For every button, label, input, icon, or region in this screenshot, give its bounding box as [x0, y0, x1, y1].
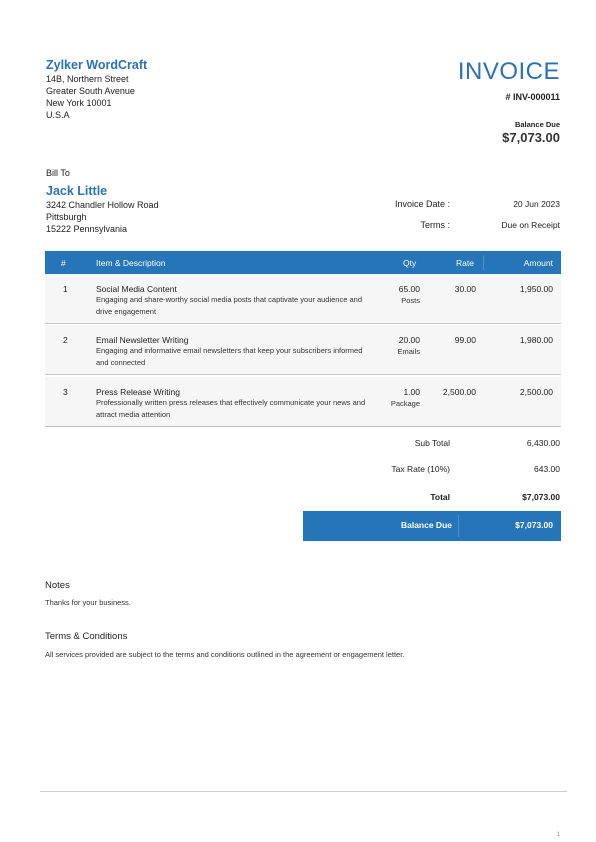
item-unit: Package [390, 399, 420, 408]
subtotal-label: Sub Total [414, 438, 450, 448]
row-number: 3 [63, 387, 68, 397]
item-description: Engaging and share-worthy social media posts that captivate your audience and drive engagement [96, 295, 362, 316]
balance-due-label: Balance Due [514, 120, 560, 129]
tax-value: 643.00 [534, 464, 560, 474]
table-row [45, 274, 561, 324]
column-header-item: Item & Description [96, 258, 166, 268]
column-header-amount: Amount [523, 258, 553, 268]
total-label: Total [430, 492, 450, 502]
item-qty: 65.00 [398, 284, 420, 294]
company-name: Zylker WordCraft [46, 58, 148, 72]
invoice-date-value: 20 Jun 2023 [513, 199, 560, 209]
subtotal-value: 6,430.00 [526, 438, 560, 448]
item-description: Engaging and informative email newsletters that keep your subscribers informed and connected [96, 346, 363, 367]
notes-title: Notes [45, 580, 70, 591]
balance-divider [458, 515, 459, 537]
tax-label: Tax Rate (10%) [391, 464, 450, 474]
company-address-line: 14B, Northern Street [46, 74, 129, 84]
column-divider [483, 255, 484, 270]
company-address-line: U.S.A [46, 110, 70, 120]
balance-due-bar-label: Balance Due [400, 520, 452, 530]
bill-to-label: Bill To [46, 168, 70, 178]
item-name: Press Release Writing [96, 387, 180, 397]
column-header-qty: Qty [403, 258, 417, 268]
balance-due-bar-value: $7,073.00 [515, 520, 553, 530]
items-table-header [45, 251, 561, 274]
item-rate: 2,500.00 [442, 387, 476, 397]
balance-due-amount: $7,073.00 [502, 130, 560, 145]
client-name: Jack Little [46, 184, 108, 198]
page-number: 1 [556, 832, 560, 838]
table-row [45, 325, 561, 375]
client-address-line: 3242 Chandler Hollow Road [46, 200, 159, 210]
invoice-number: # INV-000011 [505, 92, 560, 102]
row-number: 2 [63, 335, 68, 345]
item-name: Email Newsletter Writing [96, 335, 189, 345]
terms-text: All services provided are subject to the terms and conditions outlined in the agreement or engagement letter. [45, 650, 405, 659]
item-amount: 1,950.00 [519, 284, 553, 294]
terms-label: Terms : [420, 220, 450, 230]
client-address-line: Pittsburgh [46, 212, 87, 222]
item-amount: 1,980.00 [519, 335, 553, 345]
client-address-line: 15222 Pennsylvania [46, 224, 128, 234]
item-rate: 30.00 [454, 284, 476, 294]
column-header-rate: Rate [456, 258, 474, 268]
invoice-date-label: Invoice Date : [394, 199, 450, 209]
footer-divider [40, 791, 567, 792]
item-rate: 99.00 [454, 335, 476, 345]
item-name: Social Media Content [96, 284, 177, 294]
terms-value: Due on Receipt [501, 220, 560, 230]
table-row [45, 377, 561, 427]
item-qty: 20.00 [398, 335, 420, 345]
company-address-line: Greater South Avenue [46, 86, 135, 96]
notes-text: Thanks for your business. [45, 598, 131, 607]
terms-title: Terms & Conditions [45, 631, 128, 642]
item-unit: Posts [401, 296, 420, 305]
row-number: 1 [63, 284, 68, 294]
total-value: $7,073.00 [522, 492, 560, 502]
invoice-title: INVOICE [457, 58, 560, 85]
balance-due-bar [303, 511, 561, 541]
item-qty: 1.00 [403, 387, 420, 397]
item-unit: Emails [397, 347, 420, 356]
item-description: Professionally written press releases that effectively communicate your news and attract media attention [96, 398, 366, 419]
column-header-number: # [61, 258, 66, 268]
company-address-line: New York 10001 [46, 98, 112, 108]
item-amount: 2,500.00 [519, 387, 553, 397]
